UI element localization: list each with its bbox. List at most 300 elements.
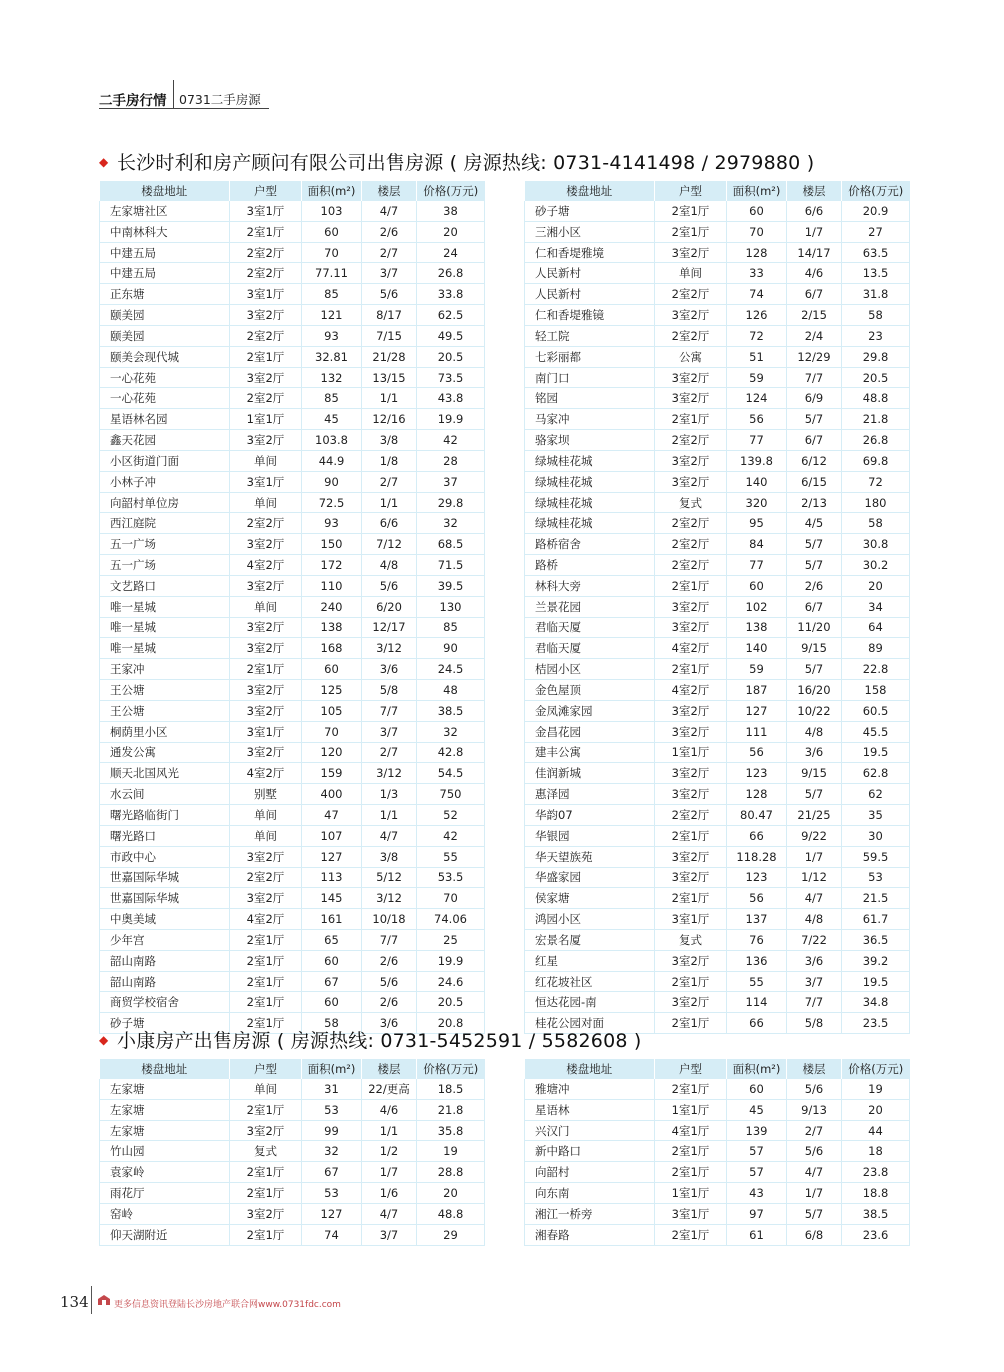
cell-area: 77	[727, 430, 787, 451]
cell-floor: 1/8	[362, 450, 417, 471]
cell-area: 56	[727, 888, 787, 909]
cell-floor: 6/15	[787, 471, 842, 492]
cell-area: 90	[302, 471, 362, 492]
cell-floor: 5/7	[787, 409, 842, 430]
cell-area: 93	[302, 325, 362, 346]
table-row	[525, 721, 910, 742]
cell-area: 66	[727, 1013, 787, 1034]
cell-layout: 2室1厅	[655, 825, 727, 846]
cell-layout: 3室2厅	[655, 367, 727, 388]
cell-address: 金色屋顶	[525, 680, 655, 701]
cell-floor: 5/12	[362, 867, 417, 888]
cell-address: 华盛家园	[525, 867, 655, 888]
cell-layout: 2室2厅	[230, 513, 302, 534]
cell-area: 113	[302, 867, 362, 888]
cell-price: 68.5	[417, 534, 485, 555]
cell-price: 21.5	[842, 888, 910, 909]
cell-layout: 2室1厅	[230, 929, 302, 950]
cell-layout: 2室2厅	[655, 555, 727, 576]
cell-address: 华韵07	[525, 805, 655, 826]
cell-address: 兴汉门	[525, 1120, 655, 1141]
cell-area: 400	[302, 784, 362, 805]
table-row	[100, 221, 485, 242]
table-row	[525, 680, 910, 701]
cell-address: 七彩丽都	[525, 346, 655, 367]
cell-layout: 4室2厅	[655, 638, 727, 659]
bullet-diamond-icon: ◆	[99, 1032, 109, 1047]
column-header: 楼层	[787, 1059, 842, 1079]
cell-floor: 5/7	[787, 784, 842, 805]
house-logo-icon	[97, 1294, 111, 1306]
cell-area: 33	[727, 263, 787, 284]
cell-price: 48.8	[842, 388, 910, 409]
cell-floor: 4/6	[787, 263, 842, 284]
section-header	[99, 88, 269, 109]
column-header: 价格(万元)	[417, 181, 485, 201]
cell-address: 人民新村	[525, 263, 655, 284]
cell-area: 125	[302, 680, 362, 701]
cell-address: 绿城桂花城	[525, 471, 655, 492]
table-row	[525, 784, 910, 805]
cell-area: 65	[302, 929, 362, 950]
page-number: 134	[60, 1293, 89, 1311]
cell-area: 32	[302, 1141, 362, 1162]
column-header: 楼层	[787, 181, 842, 201]
table-row	[100, 971, 485, 992]
cell-floor: 1/7	[787, 846, 842, 867]
table-row	[100, 201, 485, 221]
cell-layout: 2室1厅	[655, 1013, 727, 1034]
cell-price: 42.8	[417, 742, 485, 763]
cell-address: 五一广场	[100, 555, 230, 576]
cell-price: 34.8	[842, 992, 910, 1013]
cell-price: 22.8	[842, 659, 910, 680]
table-row	[525, 1183, 910, 1204]
table-row	[525, 492, 910, 513]
cell-area: 99	[302, 1120, 362, 1141]
cell-address: 林科大旁	[525, 575, 655, 596]
cell-layout: 2室2厅	[230, 867, 302, 888]
cell-area: 124	[727, 388, 787, 409]
cell-address: 兰景花园	[525, 596, 655, 617]
table-row	[100, 492, 485, 513]
cell-price: 24.6	[417, 971, 485, 992]
cell-address: 仰天湖附近	[100, 1224, 230, 1245]
cell-floor: 5/7	[787, 1203, 842, 1224]
cell-layout: 3室2厅	[655, 388, 727, 409]
cell-price: 19.5	[842, 742, 910, 763]
table-row	[100, 409, 485, 430]
cell-price: 69.8	[842, 450, 910, 471]
cell-address: 韶山南路	[100, 950, 230, 971]
cell-floor: 7/15	[362, 325, 417, 346]
cell-layout: 3室2厅	[230, 700, 302, 721]
cell-price: 85	[417, 617, 485, 638]
cell-layout: 1室1厅	[230, 409, 302, 430]
cell-address: 红花坡社区	[525, 971, 655, 992]
cell-price: 20	[417, 1183, 485, 1204]
cell-floor: 10/18	[362, 909, 417, 930]
cell-address: 桔园小区	[525, 659, 655, 680]
cell-price: 38.5	[417, 700, 485, 721]
cell-area: 60	[302, 221, 362, 242]
cell-layout: 2室1厅	[655, 659, 727, 680]
cell-area: 107	[302, 825, 362, 846]
table-row	[100, 596, 485, 617]
cell-layout: 3室2厅	[655, 992, 727, 1013]
cell-layout: 3室2厅	[655, 471, 727, 492]
cell-price: 45.5	[842, 721, 910, 742]
cell-area: 103.8	[302, 430, 362, 451]
table-row	[525, 992, 910, 1013]
cell-price: 43.8	[417, 388, 485, 409]
cell-address: 路桥	[525, 555, 655, 576]
cell-address: 唯一星城	[100, 638, 230, 659]
table-row	[525, 909, 910, 930]
cell-floor: 6/12	[787, 450, 842, 471]
cell-price: 30.2	[842, 555, 910, 576]
cell-floor: 2/6	[362, 950, 417, 971]
footer-website-text: 更多信息资讯登陆长沙房地产联合网www.0731fdc.com	[114, 1300, 341, 1310]
cell-floor: 1/1	[362, 1120, 417, 1141]
cell-floor: 3/7	[787, 971, 842, 992]
cell-price: 30	[842, 825, 910, 846]
cell-area: 139	[727, 1120, 787, 1141]
table-header-row	[100, 181, 485, 201]
cell-address: 向韶村	[525, 1162, 655, 1183]
cell-price: 23.5	[842, 1013, 910, 1034]
table-row	[100, 305, 485, 326]
cell-address: 鸿园小区	[525, 909, 655, 930]
cell-address: 君临天厦	[525, 617, 655, 638]
cell-address: 建丰公寓	[525, 742, 655, 763]
cell-layout: 2室1厅	[230, 1183, 302, 1204]
cell-area: 60	[727, 575, 787, 596]
cell-layout: 2室1厅	[655, 971, 727, 992]
table-row	[100, 659, 485, 680]
cell-floor: 5/8	[362, 680, 417, 701]
cell-price: 53.5	[417, 867, 485, 888]
cell-layout: 3室2厅	[230, 742, 302, 763]
cell-layout: 3室2厅	[655, 846, 727, 867]
cell-area: 84	[727, 534, 787, 555]
table-row	[100, 450, 485, 471]
cell-layout: 别墅	[230, 784, 302, 805]
cell-price: 19.9	[417, 409, 485, 430]
cell-price: 61.7	[842, 909, 910, 930]
cell-address: 唯一星城	[100, 596, 230, 617]
cell-floor: 5/7	[787, 555, 842, 576]
column-header: 价格(万元)	[417, 1059, 485, 1079]
cell-area: 172	[302, 555, 362, 576]
cell-price: 20.5	[417, 992, 485, 1013]
cell-price: 20	[842, 575, 910, 596]
table-row	[100, 555, 485, 576]
cell-price: 72	[842, 471, 910, 492]
cell-area: 59	[727, 659, 787, 680]
cell-floor: 10/22	[787, 700, 842, 721]
cell-layout: 2室2厅	[230, 388, 302, 409]
table-row	[100, 700, 485, 721]
cell-floor: 4/7	[362, 1203, 417, 1224]
table-row	[525, 201, 910, 221]
cell-floor: 21/28	[362, 346, 417, 367]
cell-area: 150	[302, 534, 362, 555]
column-header: 面积(m²)	[727, 181, 787, 201]
cell-floor: 3/7	[362, 721, 417, 742]
cell-address: 商贸学校宿舍	[100, 992, 230, 1013]
cell-price: 33.8	[417, 284, 485, 305]
cell-layout: 3室2厅	[655, 763, 727, 784]
table-row	[525, 284, 910, 305]
cell-area: 57	[727, 1162, 787, 1183]
cell-price: 13.5	[842, 263, 910, 284]
cell-floor: 1/6	[362, 1183, 417, 1204]
cell-price: 23.8	[842, 1162, 910, 1183]
cell-floor: 7/7	[362, 700, 417, 721]
cell-address: 金凤滩家园	[525, 700, 655, 721]
bullet-diamond-icon: ◆	[99, 154, 109, 169]
cell-layout: 3室2厅	[230, 430, 302, 451]
cell-layout: 2室2厅	[655, 284, 727, 305]
cell-area: 105	[302, 700, 362, 721]
cell-price: 52	[417, 805, 485, 826]
table-row	[525, 1079, 910, 1099]
cell-address: 五一广场	[100, 534, 230, 555]
cell-layout: 3室2厅	[230, 1120, 302, 1141]
cell-address: 华银园	[525, 825, 655, 846]
cell-floor: 3/7	[362, 263, 417, 284]
cell-floor: 3/12	[362, 763, 417, 784]
section1-title: 长沙时利和房产顾问有限公司出售房源 ( 房源热线: 0731-4141498 / 2979880 )	[117, 152, 815, 174]
cell-price: 20.8	[417, 1013, 485, 1034]
cell-floor: 1/3	[362, 784, 417, 805]
cell-address: 一心花苑	[100, 367, 230, 388]
cell-layout: 2室1厅	[655, 575, 727, 596]
cell-address: 唯一星城	[100, 617, 230, 638]
cell-layout: 4室2厅	[230, 763, 302, 784]
cell-layout: 2室1厅	[230, 992, 302, 1013]
footer-divider	[91, 1286, 92, 1314]
cell-layout: 3室2厅	[230, 680, 302, 701]
cell-area: 161	[302, 909, 362, 930]
cell-address: 佳润新城	[525, 763, 655, 784]
cell-layout: 2室1厅	[230, 1162, 302, 1183]
table-row	[100, 1120, 485, 1141]
cell-address: 正东塘	[100, 284, 230, 305]
cell-layout: 2室1厅	[230, 1099, 302, 1120]
cell-area: 320	[727, 492, 787, 513]
cell-floor: 4/6	[362, 1099, 417, 1120]
cell-layout: 2室2厅	[655, 430, 727, 451]
cell-area: 45	[727, 1099, 787, 1120]
cell-address: 文艺路口	[100, 575, 230, 596]
cell-floor: 5/6	[362, 971, 417, 992]
cell-floor: 2/6	[362, 221, 417, 242]
table-row	[525, 805, 910, 826]
table-row	[525, 263, 910, 284]
table-row	[100, 284, 485, 305]
cell-price: 71.5	[417, 555, 485, 576]
cell-area: 95	[727, 513, 787, 534]
column-header: 面积(m²)	[302, 1059, 362, 1079]
cell-area: 123	[727, 763, 787, 784]
cell-price: 38.5	[842, 1203, 910, 1224]
cell-area: 114	[727, 992, 787, 1013]
table-header-row	[525, 1059, 910, 1079]
cell-floor: 5/6	[362, 284, 417, 305]
cell-floor: 3/7	[362, 1224, 417, 1245]
table-header-row	[100, 1059, 485, 1079]
cell-layout: 3室2厅	[230, 575, 302, 596]
cell-price: 19	[842, 1079, 910, 1099]
column-header: 面积(m²)	[727, 1059, 787, 1079]
cell-layout: 3室1厅	[230, 284, 302, 305]
table-row	[525, 450, 910, 471]
cell-floor: 3/12	[362, 888, 417, 909]
table-row	[525, 1162, 910, 1183]
cell-layout: 3室1厅	[230, 721, 302, 742]
table-row	[100, 388, 485, 409]
cell-address: 绿城桂花城	[525, 492, 655, 513]
cell-floor: 6/20	[362, 596, 417, 617]
cell-floor: 7/7	[787, 992, 842, 1013]
cell-price: 37	[417, 471, 485, 492]
cell-floor: 11/20	[787, 617, 842, 638]
cell-floor: 7/22	[787, 929, 842, 950]
cell-address: 中建五局	[100, 242, 230, 263]
table-row	[100, 825, 485, 846]
cell-area: 187	[727, 680, 787, 701]
table-row	[100, 1183, 485, 1204]
table-row	[525, 471, 910, 492]
cell-area: 51	[727, 346, 787, 367]
cell-address: 桐荫里小区	[100, 721, 230, 742]
cell-floor: 1/1	[362, 492, 417, 513]
section2-heading	[99, 1026, 642, 1053]
cell-price: 48.8	[417, 1203, 485, 1224]
cell-price: 54.5	[417, 763, 485, 784]
cell-price: 130	[417, 596, 485, 617]
cell-area: 145	[302, 888, 362, 909]
cell-layout: 3室2厅	[655, 950, 727, 971]
table-row	[100, 805, 485, 826]
cell-price: 35.8	[417, 1120, 485, 1141]
cell-layout: 2室1厅	[230, 950, 302, 971]
column-header: 楼盘地址	[100, 1059, 230, 1079]
cell-price: 19.5	[842, 971, 910, 992]
table-row	[100, 471, 485, 492]
cell-floor: 12/17	[362, 617, 417, 638]
cell-floor: 7/7	[787, 367, 842, 388]
cell-floor: 2/15	[787, 305, 842, 326]
table-row	[525, 388, 910, 409]
table-row	[525, 221, 910, 242]
cell-address: 红星	[525, 950, 655, 971]
cell-layout: 2室1厅	[230, 221, 302, 242]
table-row	[525, 888, 910, 909]
cell-address: 中奥美域	[100, 909, 230, 930]
cell-layout: 单间	[230, 805, 302, 826]
cell-address: 市政中心	[100, 846, 230, 867]
cell-price: 28	[417, 450, 485, 471]
table-row	[100, 992, 485, 1013]
cell-area: 76	[727, 929, 787, 950]
cell-address: 曙光路临街门	[100, 805, 230, 826]
cell-address: 中建五局	[100, 263, 230, 284]
cell-price: 30.8	[842, 534, 910, 555]
cell-floor: 4/5	[787, 513, 842, 534]
table-row	[100, 325, 485, 346]
cell-area: 58	[302, 1013, 362, 1034]
cell-floor: 3/6	[362, 1013, 417, 1034]
cell-area: 44.9	[302, 450, 362, 471]
cell-price: 73.5	[417, 367, 485, 388]
cell-price: 39.2	[842, 950, 910, 971]
cell-floor: 2/4	[787, 325, 842, 346]
cell-address: 王公塘	[100, 680, 230, 701]
cell-floor: 4/7	[787, 888, 842, 909]
cell-price: 26.8	[842, 430, 910, 451]
cell-price: 34	[842, 596, 910, 617]
cell-price: 74.06	[417, 909, 485, 930]
cell-layout: 复式	[230, 1141, 302, 1162]
header-subtitle: 0731二手房源	[179, 92, 261, 107]
table-row	[525, 638, 910, 659]
table-row	[100, 430, 485, 451]
cell-layout: 4室2厅	[230, 909, 302, 930]
cell-address: 颐美园	[100, 305, 230, 326]
cell-floor: 8/17	[362, 305, 417, 326]
cell-floor: 6/9	[787, 388, 842, 409]
cell-address: 世嘉国际华城	[100, 867, 230, 888]
cell-floor: 3/6	[787, 742, 842, 763]
table-row	[100, 346, 485, 367]
cell-layout: 3室1厅	[655, 1203, 727, 1224]
table-row	[525, 617, 910, 638]
cell-address: 华天望族苑	[525, 846, 655, 867]
table-row	[525, 513, 910, 534]
table-row	[525, 367, 910, 388]
cell-address: 绿城桂花城	[525, 450, 655, 471]
cell-area: 70	[727, 221, 787, 242]
cell-floor: 1/7	[362, 1162, 417, 1183]
cell-address: 左家塘	[100, 1120, 230, 1141]
column-header: 户型	[655, 1059, 727, 1079]
cell-layout: 4室2厅	[230, 555, 302, 576]
cell-area: 102	[727, 596, 787, 617]
cell-floor: 6/8	[787, 1224, 842, 1245]
column-header: 价格(万元)	[842, 181, 910, 201]
column-header: 楼层	[362, 181, 417, 201]
cell-floor: 2/6	[362, 992, 417, 1013]
cell-price: 60.5	[842, 700, 910, 721]
cell-address: 王家冲	[100, 659, 230, 680]
cell-area: 47	[302, 805, 362, 826]
column-header: 面积(m²)	[302, 181, 362, 201]
cell-price: 29.8	[417, 492, 485, 513]
cell-price: 38	[417, 201, 485, 221]
cell-floor: 4/7	[362, 825, 417, 846]
cell-address: 世嘉国际华城	[100, 888, 230, 909]
cell-price: 70	[417, 888, 485, 909]
cell-price: 62	[842, 784, 910, 805]
cell-floor: 1/1	[362, 805, 417, 826]
cell-price: 24.5	[417, 659, 485, 680]
cell-area: 56	[727, 742, 787, 763]
cell-layout: 3室2厅	[230, 888, 302, 909]
cell-floor: 12/29	[787, 346, 842, 367]
